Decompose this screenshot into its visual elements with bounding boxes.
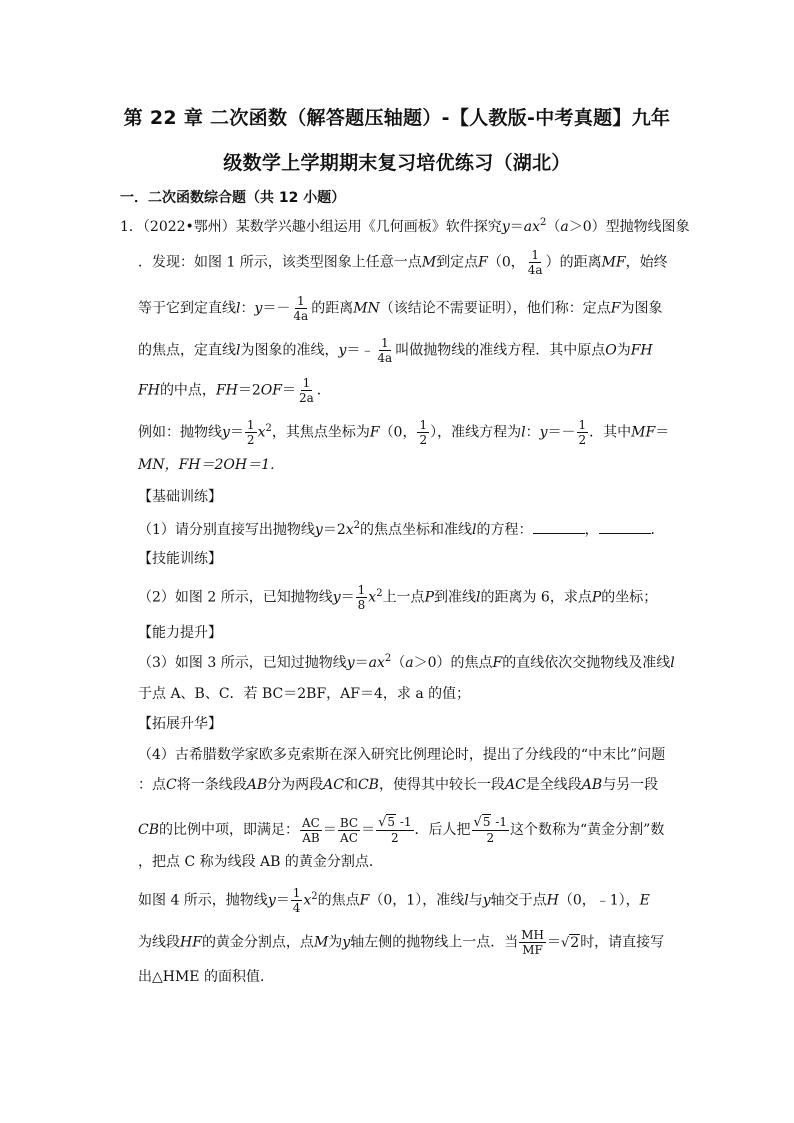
problem-line-3: 等于它到定直线l：y＝－ $\frac{1}{4a}$ 的距离MN（该结论不需要证明），他们称：定点F为图象 — [138, 294, 663, 323]
problem-line-4: 的焦点，定直线l为图象的准线，y＝﹣ $\frac{1}{4a}$ 叫做抛物线的准线方程．其中原点O为FH — [138, 336, 653, 365]
fraction: $\frac{1}{2}$ — [246, 418, 255, 447]
question-2: （2）如图 2 所示，已知抛物线y＝ $\frac{1}{8}$ $x^2$上一点P到准线l的距离为 6，求点P的坐标； — [138, 583, 658, 612]
text: 如图 4 所示，抛物线 — [138, 892, 268, 909]
question-4-line-1: （4）古希腊数学家欧多克索斯在深入研究比例理论时，提出了分线段的“中末比”问题 — [138, 747, 666, 763]
text: 与 — [468, 892, 483, 909]
doc-title-line-1: 第 22 章 二次函数（解答题压轴题）-【人教版-中考真题】九年 — [123, 107, 671, 129]
text: 的中点， — [159, 382, 216, 399]
fraction: $\frac{1}{4a}$ — [293, 294, 309, 323]
text: 的焦点，定直线 — [138, 342, 236, 359]
text: 的坐标； — [601, 589, 658, 606]
text: 的方程： — [476, 522, 533, 538]
text: 轴左侧的抛物线上一点．当 — [350, 934, 519, 951]
fraction: $\frac{√5 -1}{2}$ — [378, 815, 412, 845]
fraction: $\frac{BC}{AC}$ — [339, 815, 359, 845]
text: 的比例中项，即满足： — [159, 822, 299, 838]
text: 为线段 — [138, 934, 180, 951]
text: （2）如图 2 所示，已知抛物线 — [138, 589, 333, 606]
text: 某数学兴趣小组运用《几何画板》软件探究 — [235, 219, 502, 235]
question-4-line-4: ，把点 C 称为线段 AB 的黄金分割点． — [138, 854, 383, 870]
text: 的距离为 6，求点 — [480, 589, 592, 606]
text: （0， — [379, 424, 417, 441]
text: ： — [240, 300, 255, 317]
text: ．后人把 — [414, 822, 471, 838]
skill-training-heading: 【技能训练】 — [138, 551, 222, 567]
text: ＞0）型抛物线图象 — [568, 219, 690, 235]
text: ．发现：如图 1 所示，该类型图象上任意一点 — [138, 254, 422, 271]
text: （0，1），准线 — [369, 892, 465, 909]
text: 叫做抛物线的准线方程．其中原点 — [395, 342, 606, 359]
text: 轴交于点 — [490, 892, 547, 909]
question-4-line-6: 为线段HF的黄金分割点，点M为y轴左侧的抛物线上一点．当 $\frac{MH}{MF}$ ＝√2时，请直接写 — [138, 928, 665, 957]
question-3-line-1: （3）如图 3 所示，已知过抛物线$y=ax^2(a>0)$的焦点F的直线依次交抛物线及准线l — [138, 653, 675, 671]
text: 为 — [328, 934, 343, 951]
problem-line-2: ．发现：如图 1 所示，该类型图象上任意一点M到定点F（0， $\frac{1}{4a}$ ）的距离MF，始终 — [138, 248, 668, 277]
fraction: $\frac{1}{4}$ — [292, 886, 301, 915]
section-heading: 一．二次函数综合题（共 12 小题） — [120, 190, 346, 206]
fraction: $\frac{√5 -1}{2}$ — [473, 815, 507, 845]
problem-line-1: 1．（2022•鄂州）某数学兴趣小组运用《几何画板》软件探究$y=ax^2(a>0)$型抛物线图象 — [120, 217, 690, 235]
text: 的焦点坐标和准线 — [360, 522, 473, 538]
text: 为 — [616, 342, 631, 359]
text: 将一条线段 — [176, 777, 247, 793]
text: 上一点 — [382, 589, 425, 606]
ability-heading: 【能力提升】 — [138, 625, 222, 641]
text: （3）如图 3 所示，已知过抛物线 — [138, 655, 347, 671]
text: （0， — [487, 254, 525, 271]
text: 的直线依次交抛物线及准线 — [502, 655, 671, 671]
question-4-line-5: 如图 4 所示，抛物线y＝ $\frac{1}{4}$ $x^2$的焦点F（0，1），准线l与y轴交于点H（0，﹣1），E — [138, 886, 650, 915]
problem-number: 1． — [120, 219, 143, 235]
basic-training-heading: 【基础训练】 — [138, 489, 222, 505]
extension-heading: 【拓展升华】 — [138, 716, 222, 732]
fraction: $\frac{AC}{AB}$ — [302, 815, 320, 845]
text: 为图象 — [620, 300, 663, 317]
text: （该结论不需要证明），他们称：定点 — [379, 300, 611, 317]
question-1: （1）请分别直接写出抛物线$y=2x^2$的焦点坐标和准线l的方程： ， ． — [138, 520, 665, 538]
fraction: $\frac{1}{2}$ — [578, 418, 587, 447]
question-3-line-2: 于点 A、B、C．若 BC＝2BF，AF＝4，求 a 的值； — [138, 686, 471, 702]
text: 的焦点 — [317, 892, 360, 909]
fraction: $\frac{1}{8}$ — [357, 583, 366, 612]
text: 与另一段 — [602, 777, 659, 793]
fraction: $\frac{MH}{MF}$ — [521, 928, 544, 957]
text: ．其中 — [589, 424, 632, 441]
text: 的距离 — [311, 300, 354, 317]
fraction: $\frac{1}{2}$ — [419, 418, 428, 447]
text: 的黄金分割点，点 — [201, 934, 314, 951]
text: 分为两段 — [267, 777, 324, 793]
text: 和 — [343, 777, 358, 793]
text: 到定点 — [436, 254, 479, 271]
text: ：点 — [138, 777, 166, 793]
text: 例如：抛物线 — [138, 424, 222, 441]
question-4-line-2: ：点C将一条线段AB分为两段AC和CB，使得其中较长一段AC是全线段AB与另一段 — [138, 777, 659, 793]
text: （1）请分别直接写出抛物线 — [138, 522, 315, 538]
text: （ — [391, 655, 406, 671]
fraction: $\frac{1}{4a}$ — [377, 336, 393, 365]
text: 为图象的准线， — [240, 342, 339, 359]
text: ，使得其中较长一段 — [378, 777, 505, 793]
example-line-2: MN，FH＝2OH＝1． — [138, 457, 285, 473]
answer-blank[interactable] — [599, 519, 651, 534]
text: 时，请直接写 — [580, 934, 665, 951]
text: 这个数称为“黄金分割”数 — [510, 822, 665, 838]
question-4-line-7: 出△HME 的面积值． — [138, 969, 274, 985]
fraction: $\frac{1}{2a}$ — [299, 376, 314, 405]
problem-source: （2022•鄂州） — [142, 219, 236, 235]
problem-line-5: FH的中点，FH＝2OF＝ $\frac{1}{2a}$ ． — [138, 376, 331, 405]
text: （0，﹣1）， — [558, 892, 640, 909]
fraction: $\frac{1}{4a}$ — [527, 248, 543, 277]
text: （ — [546, 219, 561, 235]
text: ，始终 — [625, 254, 668, 271]
text: ）的距离 — [545, 254, 602, 271]
question-4-line-3: CB的比例中项，即满足： $\frac{AC}{AB}$ ＝ $\frac{BC}{AC}$ ＝ $\frac{√5 -1}{2}$ ．后人把 $\frac{√5 -1}{2}$ 这个数称为“黄金分割”数 — [138, 815, 665, 845]
text: 是全线段 — [525, 777, 582, 793]
text: 到准线 — [433, 589, 476, 606]
text: ），准线方程为 — [430, 424, 522, 441]
text: 等于它到定直线 — [138, 300, 236, 317]
text: ＞0）的焦点 — [413, 655, 493, 671]
text: ，其焦点坐标为 — [271, 424, 370, 441]
answer-blank[interactable] — [533, 519, 585, 534]
example-line-1: 例如：抛物线y＝ $\frac{1}{2}$ $x^2$，其焦点坐标为F（0， $\frac{1}{2}$ ），准线方程为l：y＝－ $\frac{1}{2}$ ．其中MF＝ — [138, 418, 670, 447]
doc-title-line-2: 级数学上学期期末复习培优练习（湖北） — [223, 152, 571, 174]
